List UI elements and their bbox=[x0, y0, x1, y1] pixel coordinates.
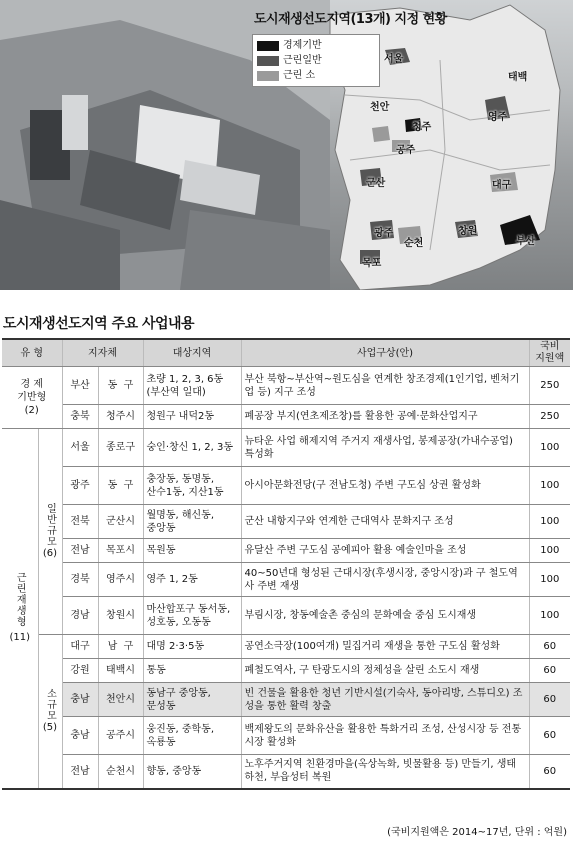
cell-city: 순천시 bbox=[98, 755, 143, 789]
map-title: 도시재생선도지역(13개) 지정 현황 bbox=[254, 12, 447, 27]
table-row bbox=[2, 683, 570, 717]
header-type: 유 형 bbox=[2, 339, 62, 367]
cell-province: 충북 bbox=[62, 405, 98, 429]
type-econ: 경 제 기반형 (2) bbox=[2, 367, 62, 429]
cell-plan: 폐공장 부지(연초제조창)를 활용한 공예·문화산업지구 bbox=[241, 405, 529, 429]
cell-province: 부산 bbox=[62, 367, 98, 405]
cell-city: 천안시 bbox=[98, 683, 143, 717]
cell-amount: 60 bbox=[529, 683, 570, 717]
cell-province: 광주 bbox=[62, 467, 98, 505]
table-row bbox=[2, 635, 570, 659]
legend-swatch bbox=[257, 71, 279, 81]
type-small bbox=[38, 635, 62, 789]
cell-city: 영주시 bbox=[98, 563, 143, 597]
table-row bbox=[2, 505, 570, 539]
cell-plan: 백제왕도의 문화유산을 활용한 특화거리 조성, 산성시장 등 전통시장 활성화 bbox=[241, 717, 529, 755]
cell-province: 서울 bbox=[62, 429, 98, 467]
legend-label: 근린 소 bbox=[283, 70, 316, 81]
table-row bbox=[2, 539, 570, 563]
cell-province: 전남 bbox=[62, 755, 98, 789]
cell-area: 숭인·창신 1, 2, 3동 bbox=[143, 429, 241, 467]
cell-area: 월명동, 해신동, 중앙동 bbox=[143, 505, 241, 539]
city-label: 목포 bbox=[362, 258, 382, 269]
cell-area: 청원구 내덕2동 bbox=[143, 405, 241, 429]
cell-city: 군산시 bbox=[98, 505, 143, 539]
cell-amount: 100 bbox=[529, 539, 570, 563]
cell-province: 충남 bbox=[62, 683, 98, 717]
city-label: 군산 bbox=[366, 178, 386, 189]
map-figure bbox=[0, 0, 573, 290]
cell-area: 통동 bbox=[143, 659, 241, 683]
table-row bbox=[2, 467, 570, 505]
cell-plan: 부림시장, 창동예술촌 중심의 문화예술 중심 도시재생 bbox=[241, 597, 529, 635]
table-row bbox=[2, 563, 570, 597]
city-label: 부산 bbox=[516, 236, 536, 247]
cell-amount: 100 bbox=[529, 429, 570, 467]
cell-city: 남 구 bbox=[98, 635, 143, 659]
cell-city: 공주시 bbox=[98, 717, 143, 755]
cell-area: 영주 1, 2동 bbox=[143, 563, 241, 597]
city-label: 창원 bbox=[458, 226, 478, 237]
cell-plan: 40~50년대 형성된 근대시장(후생시장, 중앙시장)과 구 철도역사 주변 재생 bbox=[241, 563, 529, 597]
header-amount: 국비 지원액 bbox=[529, 339, 570, 367]
table-row bbox=[2, 717, 570, 755]
legend-item-small bbox=[257, 68, 375, 83]
cell-plan: 폐철도역사, 구 탄광도시의 정체성을 살린 소도시 재생 bbox=[241, 659, 529, 683]
cell-province: 경북 bbox=[62, 563, 98, 597]
table-row bbox=[2, 429, 570, 467]
cell-amount: 60 bbox=[529, 755, 570, 789]
type-neighborhood bbox=[2, 429, 38, 789]
project-table bbox=[2, 338, 570, 790]
cell-area: 초량 1, 2, 3, 6동 (부산역 일대) bbox=[143, 367, 241, 405]
type-small-count: (5) bbox=[42, 722, 58, 734]
cell-province: 대구 bbox=[62, 635, 98, 659]
city-label: 광주 bbox=[374, 228, 394, 239]
cell-amount: 250 bbox=[529, 405, 570, 429]
cell-province: 경남 bbox=[62, 597, 98, 635]
cell-city: 창원시 bbox=[98, 597, 143, 635]
cell-area: 웅진동, 중학동, 옥룡동 bbox=[143, 717, 241, 755]
cell-city: 동 구 bbox=[98, 367, 143, 405]
table-row bbox=[2, 659, 570, 683]
legend-swatch bbox=[257, 41, 279, 51]
city-label: 순천 bbox=[404, 238, 424, 249]
footnote: (국비지원액은 2014~17년, 단위 : 억원) bbox=[387, 827, 567, 838]
cell-province: 전북 bbox=[62, 505, 98, 539]
city-label: 태백 bbox=[508, 72, 528, 83]
cell-plan: 아시아문화전당(구 전남도청) 주변 구도심 상권 활성화 bbox=[241, 467, 529, 505]
legend-swatch bbox=[257, 56, 279, 66]
cell-plan: 공연소극장(100여개) 밀집거리 재생을 통한 구도심 활성화 bbox=[241, 635, 529, 659]
legend-item-general bbox=[257, 53, 375, 68]
cell-plan: 부산 북항~부산역~원도심을 연계한 창조경제(1인기업, 벤처기업 등) 지구 조성 bbox=[241, 367, 529, 405]
cell-area: 마산합포구 동서동, 성호동, 오동동 bbox=[143, 597, 241, 635]
header-province: 지자체 bbox=[62, 339, 143, 367]
cell-plan: 노후주거지역 친환경마을(옥상녹화, 빗물활용 등) 만들기, 생태하천, 부읍성터 복원 bbox=[241, 755, 529, 789]
cell-city: 태백시 bbox=[98, 659, 143, 683]
cell-plan: 군산 내항지구와 연계한 근대역사 문화지구 조성 bbox=[241, 505, 529, 539]
legend-label: 경제기반 bbox=[283, 40, 322, 51]
cell-area: 목원동 bbox=[143, 539, 241, 563]
city-label: 천안 bbox=[370, 102, 390, 113]
cell-amount: 60 bbox=[529, 635, 570, 659]
legend-item-econ bbox=[257, 38, 375, 53]
cell-province: 강원 bbox=[62, 659, 98, 683]
city-label: 대구 bbox=[492, 180, 512, 191]
cell-province: 전남 bbox=[62, 539, 98, 563]
cell-amount: 100 bbox=[529, 467, 570, 505]
type-neighborhood-label: 근린재생형 bbox=[14, 572, 26, 628]
cell-city: 청주시 bbox=[98, 405, 143, 429]
header-plan: 사업구상(안) bbox=[241, 339, 529, 367]
table-header-row bbox=[2, 339, 570, 367]
table-row bbox=[2, 367, 570, 405]
cell-amount: 100 bbox=[529, 505, 570, 539]
cell-plan: 빈 건물을 활용한 청년 기반시설(기숙사, 동아리방, 스튜디오) 조성을 통한 활력 창출 bbox=[241, 683, 529, 717]
cell-amount: 250 bbox=[529, 367, 570, 405]
table-row bbox=[2, 597, 570, 635]
type-general-label: 일반규모 bbox=[44, 503, 56, 547]
table-row bbox=[2, 755, 570, 789]
cell-province: 충남 bbox=[62, 717, 98, 755]
cell-city: 종로구 bbox=[98, 429, 143, 467]
city-label: 공주 bbox=[396, 145, 416, 156]
table-row bbox=[2, 405, 570, 429]
cell-area: 동남구 중앙동, 문성동 bbox=[143, 683, 241, 717]
cell-amount: 100 bbox=[529, 563, 570, 597]
cell-amount: 60 bbox=[529, 717, 570, 755]
cell-plan: 유달산 주변 구도심 공예피아 활용 예술인마을 조성 bbox=[241, 539, 529, 563]
header-area: 대상지역 bbox=[143, 339, 241, 367]
map-legend bbox=[252, 34, 380, 87]
type-neighborhood-count: (11) bbox=[9, 632, 31, 644]
city-label: 청주 bbox=[412, 122, 432, 133]
city-label: 서울 bbox=[384, 54, 404, 65]
cell-area: 향동, 중앙동 bbox=[143, 755, 241, 789]
cell-area: 대명 2·3·5동 bbox=[143, 635, 241, 659]
type-small-label: 소규모 bbox=[44, 688, 56, 722]
cell-amount: 60 bbox=[529, 659, 570, 683]
cell-city: 동 구 bbox=[98, 467, 143, 505]
legend-label: 근린일반 bbox=[283, 55, 322, 66]
cell-city: 목포시 bbox=[98, 539, 143, 563]
cell-plan: 뉴타운 사업 해제지역 주거지 재생사업, 봉제공장(가내수공업) 특성화 bbox=[241, 429, 529, 467]
type-general bbox=[38, 429, 62, 635]
type-general-count: (6) bbox=[42, 548, 58, 559]
cell-area: 충장동, 동명동, 산수1동, 지산1동 bbox=[143, 467, 241, 505]
city-label: 영주 bbox=[488, 112, 508, 123]
section-title: 도시재생선도지역 주요 사업내용 bbox=[3, 316, 195, 332]
cell-amount: 100 bbox=[529, 597, 570, 635]
